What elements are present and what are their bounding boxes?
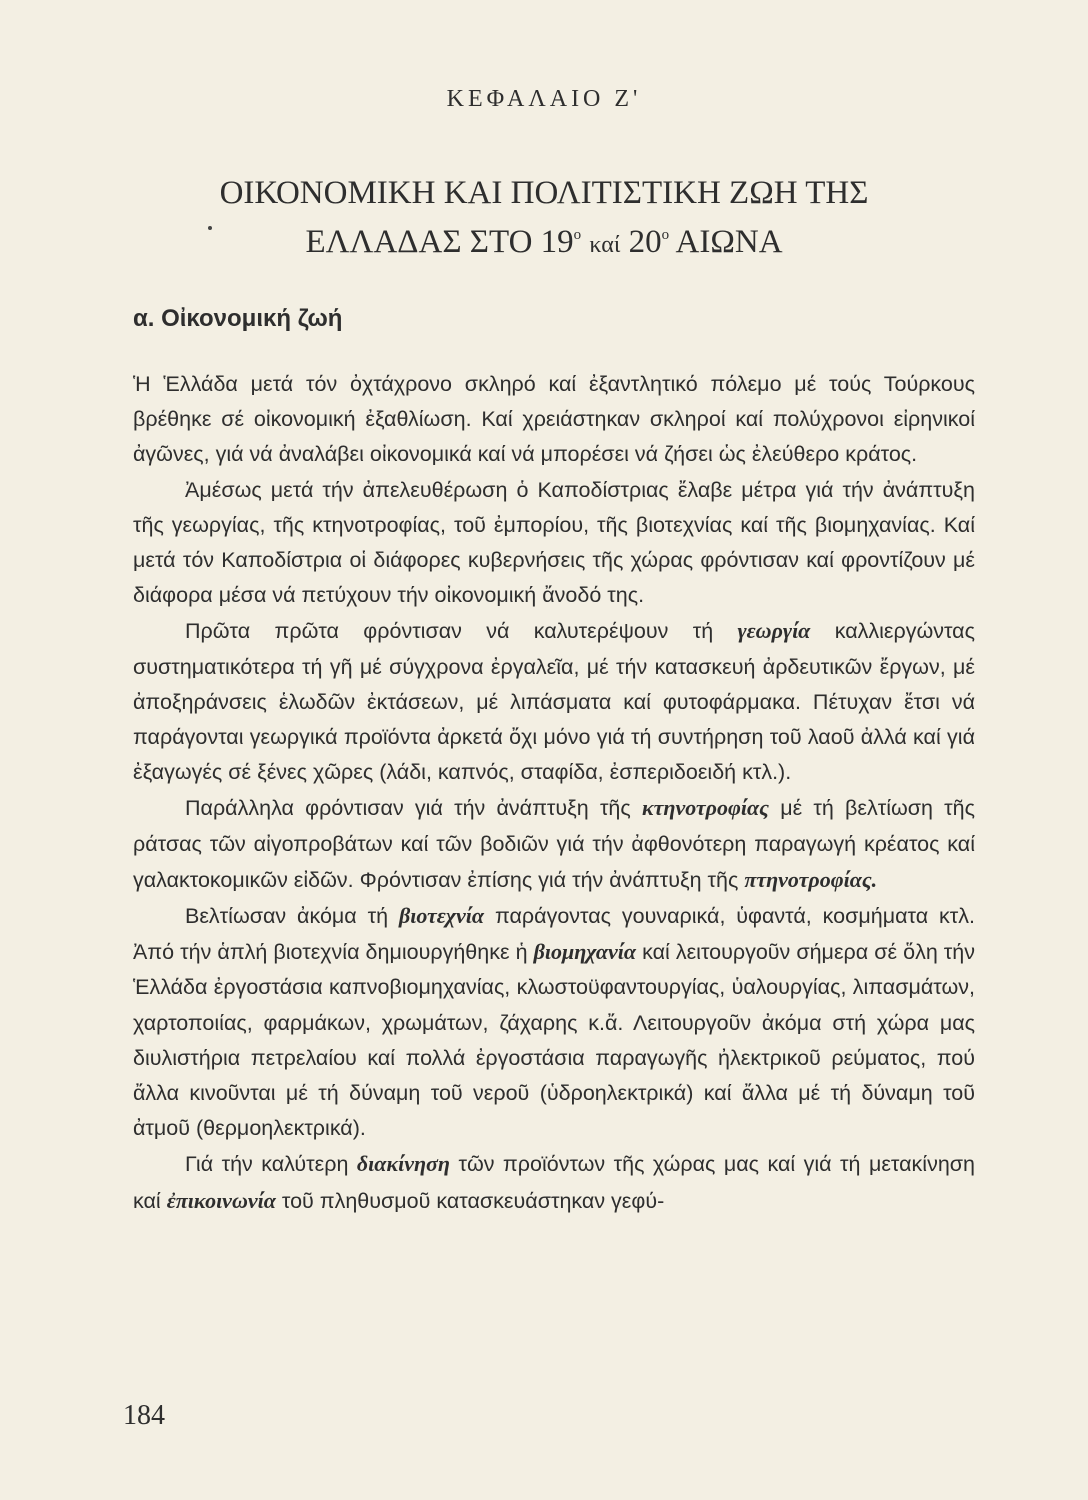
paragraph-5-text-e: καί λειτουργοῦν σήμερα σέ ὅλη τήν Ἑλλάδα ἐργοστάσια καπνοβιομηχανίας, κλωστοϋφαντουργίας, ὑαλουργίας, λιπασμάτων, χαρτοποιίας, φαρμάκων, χρωμάτων, ζάχαρης κ.ἄ. Λειτουργοῦν ἀκόμα στή χώρα μας διυλιστήρια πετρελαίου καί πολλά ἐργοστάσια παραγωγῆς ἠλεκτρικοῦ ρεύματος, πού ἄλλα κινοῦνται μέ τή δύναμη τοῦ νεροῦ (ὑδροηλεκτρικά) καί ἄλλα μέ τή δύναμη τοῦ ἀτμοῦ (θερμοηλεκτρικά). xyxy=(133,940,976,1141)
title-part-d: ΑΙΩΝΑ xyxy=(675,224,783,260)
paragraph-3-text-a: Πρῶτα πρῶτα φρόντισαν νά καλυτερέψουν τή xyxy=(185,619,714,644)
emphasis-ptinotrofia: πτηνοτροφίας. xyxy=(744,866,878,892)
paragraph-6-text-c: τῶν προϊόντων τῆς χώρας μας καί γιά τή μετακίνηση καί xyxy=(133,1152,976,1213)
emphasis-georgia: γεωργία xyxy=(737,618,811,644)
paragraph-4-text-a: Παράλληλα φρόντισαν γιά τήν ἀνάπτυξη τῆς xyxy=(185,796,631,821)
paragraph-3 xyxy=(133,613,975,790)
print-speck xyxy=(208,226,212,230)
chapter-title xyxy=(0,172,1088,266)
emphasis-diakinisi: διακίνηση xyxy=(356,1151,450,1177)
paragraph-6 xyxy=(133,1146,975,1218)
title-part-a: ΕΛΛΑΔΑΣ ΣΤΟ 19 xyxy=(305,224,574,260)
paragraph-5-text-c: παράγοντας γουναρικά, ὑφαντά, κοσμήματα κτλ. Ἀπό τήν ἁπλή βιοτεχνία δημιουργήθηκε ἡ xyxy=(133,904,975,965)
chapter-label: ΚΕΦΑΛΑΙΟ Ζ' xyxy=(446,86,642,112)
paragraph-4 xyxy=(133,790,975,898)
paragraph-5 xyxy=(133,898,975,1146)
paragraph-6-text-e: τοῦ πληθυσμοῦ κατασκευάστηκαν γεφύ- xyxy=(281,1188,665,1213)
paragraph-6-text-a: Γιά τήν καλύτερη xyxy=(185,1152,349,1177)
emphasis-viotechnia: βιοτεχνία xyxy=(398,903,485,929)
paragraph-5-text-a: Βελτίωσαν ἀκόμα τή xyxy=(185,904,389,929)
chapter-title-line-2 xyxy=(0,214,1088,266)
title-part-c: 20 xyxy=(628,224,662,260)
paragraph-3-text-c: καλλιεργώντας συστηματικότερα τή γῆ μέ σύγχρονα ἐργαλεῖα, μέ τήν κατασκευή ἀρδευτικῶν ἔργων, μέ ἀποξηράνσεις ἑλωδῶν ἐκτάσεων, μέ λιπάσματα καί φυτοφάρμακα. Πέτυχαν ἔτσι νά παράγονται γεωργικά προϊόντα ἀρκετά ὄχι μόνο γιά τή συντήρηση τοῦ λαοῦ ἀλλά καί γιά ἐξαγωγές σέ ξένες χῶρες (λάδι, καπνός, σταφίδα, ἐσπεριδοειδή κτλ.). xyxy=(133,619,975,785)
page-number: 184 xyxy=(123,1400,165,1431)
section-heading: α. Οἰκονομική ζωή xyxy=(133,305,343,332)
chapter-title-line-1: ΟΙΚΟΝΟΜΙΚΗ ΚΑΙ ΠΟΛΙΤΙΣΤΙΚΗ ΖΩΗ ΤΗΣ xyxy=(219,175,869,211)
emphasis-ktinotrofia: κτηνοτροφίας xyxy=(641,795,769,821)
title-ordinal-1: ο xyxy=(573,227,582,243)
title-conjunction: καί xyxy=(589,232,621,258)
paragraph-4-text-c: μέ τή βελτίωση τῆς ράτσας τῶν αἰγοπροβάτων καί τῶν βοδιῶν γιά τήν ἀφθονότερη παραγωγή κρέατος καί γαλακτοκομικῶν εἰδῶν. Φρόντισαν ἐπίσης γιά τήν ἀνάπτυξη τῆς xyxy=(133,796,975,892)
paragraph-2: Ἀμέσως μετά τήν ἀπελευθέρωση ὁ Καποδίστριας ἔλαβε μέτρα γιά τήν ἀνάπτυξη τῆς γεωργίας, τῆς κτηνοτροφίας, τοῦ ἐμπορίου, τῆς βιοτεχνίας καί τῆς βιομηχανίας. Καί μετά τόν Καποδίστρια οἱ διάφορες κυβερνήσεις τῆς χώρας φρόντισαν καί φροντίζουν μέ διάφορα μέσα νά πετύχουν τήν οἰκονομική ἄνοδό της. xyxy=(133,477,975,608)
body-text xyxy=(133,367,975,1219)
emphasis-viomichania: βιομηχανία xyxy=(533,939,637,965)
emphasis-epikoinonia: ἐπικοινωνία xyxy=(166,1187,276,1213)
paragraph-1: Ἡ Ἑλλάδα μετά τόν ὀχτάχρονο σκληρό καί ἐξαντλητικό πόλεμο μέ τούς Τούρκους βρέθηκε σέ οἰκονομική ἐξαθλίωση. Καί χρειάστηκαν σκληροί καί πολύχρονοι εἰρηνικοί ἀγῶνες, γιά νά ἀναλάβει οἰκονομικά καί νά μπορέσει νά ζήσει ὡς ἐλεύθερο κράτος. xyxy=(133,372,975,467)
title-ordinal-2: ο xyxy=(661,227,670,243)
